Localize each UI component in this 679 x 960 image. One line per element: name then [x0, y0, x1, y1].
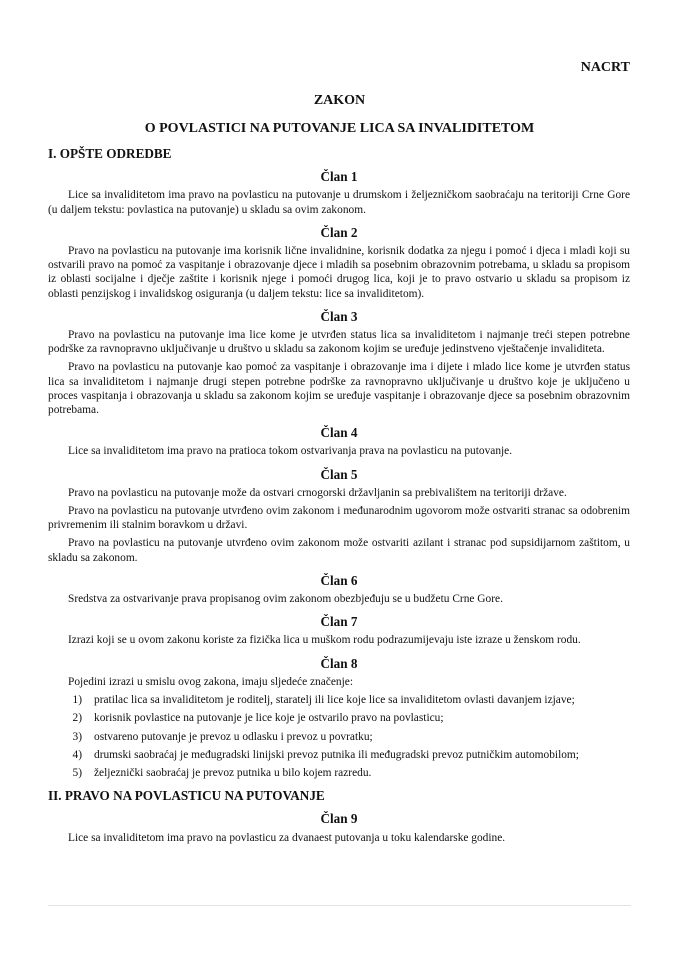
article-6-title: Član 6: [320, 572, 358, 588]
section-heading-1: I. OPŠTE ODREDBE: [48, 146, 172, 161]
article-2-title: Član 2: [320, 224, 358, 240]
section-heading-2: II. PRAVO NA POVLASTICU NA PUTOVANJE: [48, 788, 325, 804]
list-item: [48, 766, 630, 780]
article-1-title: Član 1: [320, 169, 358, 185]
list-item-number: 4): [72, 748, 82, 761]
article-5-title: Član 5: [320, 466, 358, 482]
article-5-paragraph-2: Pravo na povlasticu na putovanje utvrđeno ovim zakonom i međunarodnim ugovorom može ostvariti stranac sa odobrenim privremenim ili stalnim boravkom u državi.: [48, 505, 630, 532]
list-item-number: 5): [72, 766, 82, 779]
list-item-number: 2): [72, 712, 82, 725]
list-item: [48, 730, 630, 744]
page-footer-divider: [48, 905, 631, 906]
article-6-paragraph-1: Sredstva za ostvarivanje prava propisanog ovim zakonom obezbjeđuju se u budžetu Crne Gore.: [68, 593, 503, 606]
article-3-paragraph-2: Pravo na povlasticu na putovanje kao pomoć za vaspitanje i obrazovanje ima i dijete i mlado lice kome je utvrđen status lica sa invaliditetom i najmanje drugi stepen potrebne podrške za ravnopravno uključivanje u društvo koje je uključeno u proces vaspitanja i obrazovanja u skladu sa zakonom kojim se uređuje vaspitanje i obrazovanje djece sa posebnim obrazovnim potrebama.: [48, 361, 630, 417]
article-9-paragraph-1: Lice sa invaliditetom ima pravo na povlasticu za dvanaest putovanja u toku kalendarske godine.: [68, 831, 506, 844]
article-7-title: Član 7: [320, 614, 358, 630]
list-item-number: 1): [72, 694, 82, 707]
list-item: [48, 711, 630, 725]
article-1-paragraph-1: Lice sa invaliditetom ima pravo na povlasticu na putovanje u drumskom i željezničkom saobraćaju na teritoriji Crne Gore (u daljem tekstu: povlastica na putovanje) u skladu sa ovim zakonom.: [48, 189, 630, 216]
list-item: [48, 748, 630, 762]
draft-label: NACRT: [580, 60, 630, 75]
article-4-paragraph-1: Lice sa invaliditetom ima pravo na pratioca tokom ostvarivanja prava na povlasticu na putovanje.: [68, 445, 513, 458]
document-body: [48, 147, 630, 849]
list-item: [48, 693, 630, 707]
article-5-paragraph-1: Pravo na povlasticu na putovanje može da ostvari crnogorski državljanin sa prebivalištem na teritoriji države.: [68, 486, 567, 499]
list-item-text: željeznički saobraćaj je prevoz putnika u bilo kojem razredu.: [94, 766, 372, 779]
article-3-title: Član 3: [320, 308, 358, 324]
article-5-paragraph-3: Pravo na povlasticu na putovanje utvrđeno ovim zakonom može ostvariti azilant i stranac pod supsidijarnom zaštitom, u skladu sa zakonom.: [48, 537, 630, 564]
list-item-text: pratilac lica sa invaliditetom je roditelj, staratelj ili lice koje lice sa invaliditetom ovlasti davanjem izjave;: [94, 694, 575, 707]
article-2-paragraph-1: Pravo na povlasticu na putovanje ima korisnik lične invalidnine, korisnik dodatka za njegu i pomoć i djeca i mladi koji su ostvarili pravo na pomoć za vaspitanje i obrazovanje djece i mladih sa posebnim obrazovnim potrebama, u skladu sa propisom iz oblasti socijalne i dječje zaštite i korisnik njege i pomoći drugog lica, koji je to pravo ostvario u skladu sa propisom iz oblasti penzijskog i invalidskog osiguranja (u daljem tekstu: lice sa invaliditetom).: [48, 245, 630, 300]
list-item-text: drumski saobraćaj je međugradski linijski prevoz putnika ili međugradski prevoz putničkim automobilom;: [94, 748, 579, 761]
list-item-number: 3): [72, 730, 82, 743]
list-item-text: korisnik povlastice na putovanje je lice koje je ostvarilo pravo na povlasticu;: [94, 712, 444, 725]
article-7-paragraph-1: Izrazi koji se u ovom zakonu koriste za fizička lica u muškom rodu podrazumijevaju iste izraze u ženskom rodu.: [68, 634, 581, 647]
law-subtitle: O POVLASTICI NA PUTOVANJE LICA SA INVALIDITETOM: [144, 121, 535, 136]
list-item-text: ostvareno putovanje je prevoz u odlasku i prevoz u povratku;: [94, 730, 373, 743]
article-3-paragraph-1: Pravo na povlasticu na putovanje ima lice kome je utvrđen status lica sa invaliditetom i najmanje treći stepen potrebne podrške za ravnopravno uključivanje u društvo u skladu sa zakonom kojim se uređuje jedinstveno vještačenje invaliditeta.: [48, 329, 630, 356]
article-8-title: Član 8: [320, 655, 358, 671]
article-9-title: Član 9: [320, 811, 358, 827]
article-8-definitions-list: [48, 693, 630, 780]
article-4-title: Član 4: [320, 425, 358, 441]
article-8-paragraph-1: Pojedini izrazi u smislu ovog zakona, imaju sljedeće značenje:: [68, 675, 353, 688]
law-title: ZAKON: [313, 93, 366, 108]
